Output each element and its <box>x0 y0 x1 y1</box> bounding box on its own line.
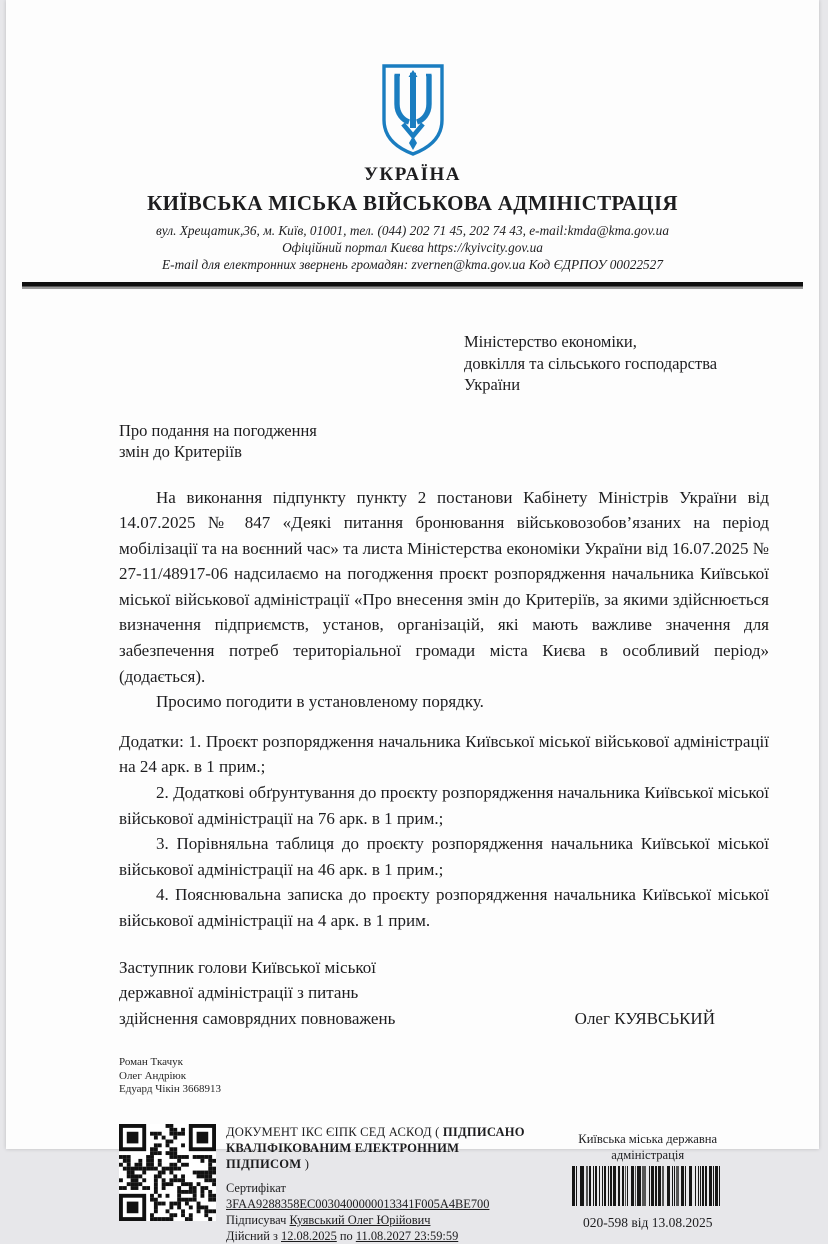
approver-name: Едуард Чікін 3668913 <box>119 1083 221 1096</box>
addressee-block <box>464 331 769 396</box>
qr-code-icon <box>119 1124 216 1221</box>
attachment-item: 3. Порівняльна таблиця до проєкту розпорядження начальника Київської міської військової адміністрації на 46 арк. в 1 прим.; <box>119 834 769 879</box>
barcode-icon <box>572 1166 724 1206</box>
document-page <box>6 0 819 1243</box>
attachment-item: 2. Додаткові обґрунтування до проєкту розпорядження начальника Київської міської військової адміністрації на 76 арк. в 1 прим.; <box>119 783 769 828</box>
valid-to-date: 11.08.2027 23:59:59 <box>355 1228 459 1243</box>
signer-name: Олег КУЯВСЬКИЙ <box>574 1008 715 1028</box>
esignature-footer <box>119 1124 769 1244</box>
signer-row: Підписувач Куявський Олег Юрійович <box>226 1212 431 1227</box>
ukraine-trident-emblem-icon <box>379 62 447 158</box>
body-paragraph: На виконання підпункту пункту 2 постанови Кабінету Міністрів України від 14.07.2025 № 847 «Деякі питання бронювання військовозобов’язаних на період мобілізації та на воєнний час» та листа Міністерства економіки України від 16.07.2025 № 27-11/48917-06 надсилаємо на погодження проєкт розпорядження начальника Київської міської військової адміністрації «Про внесення змін до Критеріїв, за якими здійснюється визначення підприємств, установ, організацій, які мають важливе значення для забезпечення потреб територіальної громади міста Києва в особливий період» (додається). <box>119 487 769 686</box>
stamp-org-line: адміністрація <box>611 1147 685 1162</box>
addressee-line: довкілля та сільського господарства <box>464 353 718 373</box>
approver-name: Олег Андріюк <box>119 1069 187 1082</box>
validity-row: Дійсний з 12.08.2025 по 11.08.2027 23:59:59 <box>226 1228 459 1243</box>
attachment-item: Додатки: 1. Проєкт розпорядження начальника Київської міської військової адміністрації на 24 арк. в 1 прим.; <box>119 731 769 777</box>
registration-stamp <box>536 1124 759 1231</box>
subject-line: змін до Критеріїв <box>119 442 242 461</box>
organization-title: КИЇВСЬКА МІСЬКА ВІЙСЬКОВА АДМІНІСТРАЦІЯ <box>147 191 678 215</box>
subject-line: Про подання на погодження <box>119 420 317 440</box>
approvers-block <box>119 1056 769 1097</box>
esignature-details <box>226 1124 536 1244</box>
body-paragraph: Просимо погодити в установленому порядку. <box>156 692 484 712</box>
esignature-title: ДОКУМЕНТ ІКС ЄІПК СЕД АСКОД ( ПІДПИСАНО КВАЛІФІКОВАНИМ ЕЛЕКТРОННИМ ПІДПИСОМ ) <box>226 1124 525 1171</box>
country-title: УКРАЇНА <box>363 164 461 185</box>
valid-from-date: 12.08.2025 <box>281 1228 337 1243</box>
email-line: E-mail для електронних звернень громадян: zvernen@kma.gov.ua Код ЄДРПОУ 00022527 <box>162 257 663 272</box>
portal-line: Офіційний портал Києва https://kyivcity.gov.ua <box>282 240 543 255</box>
contact-info <box>6 222 819 273</box>
signer-position: Заступник голови Київської міської державної адміністрації з питань здійснення самоврядних повноважень <box>119 957 396 1028</box>
address-line: вул. Хрещатик,36, м. Київ, 01001, тел. (044) 202 71 45, 202 74 43, e-mail:kmda@kma.gov.ua <box>156 223 669 238</box>
attachment-item: 4. Пояснювальна записка до проєкту розпорядження начальника Київської міської військової адміністрації на 4 арк. в 1 прим. <box>119 885 769 930</box>
signature-block <box>119 955 769 1032</box>
certificate-number: 3FAA9288358EC0030400000013341F005A4BE700 <box>226 1196 490 1211</box>
certificate-label: Сертифікат <box>226 1180 286 1195</box>
letterhead <box>6 0 819 289</box>
stamp-org-line: Київська міська державна <box>578 1131 718 1146</box>
addressee-line: Міністерство економіки, <box>464 332 637 351</box>
registration-number: 020-598 від 13.08.2025 <box>582 1214 713 1230</box>
esign-signer-name: Куявський Олег Юрійович <box>289 1212 431 1227</box>
approver-name: Роман Ткачук <box>119 1056 183 1069</box>
header-divider <box>22 282 803 289</box>
addressee-line: України <box>464 375 521 394</box>
subject-block <box>119 420 769 463</box>
